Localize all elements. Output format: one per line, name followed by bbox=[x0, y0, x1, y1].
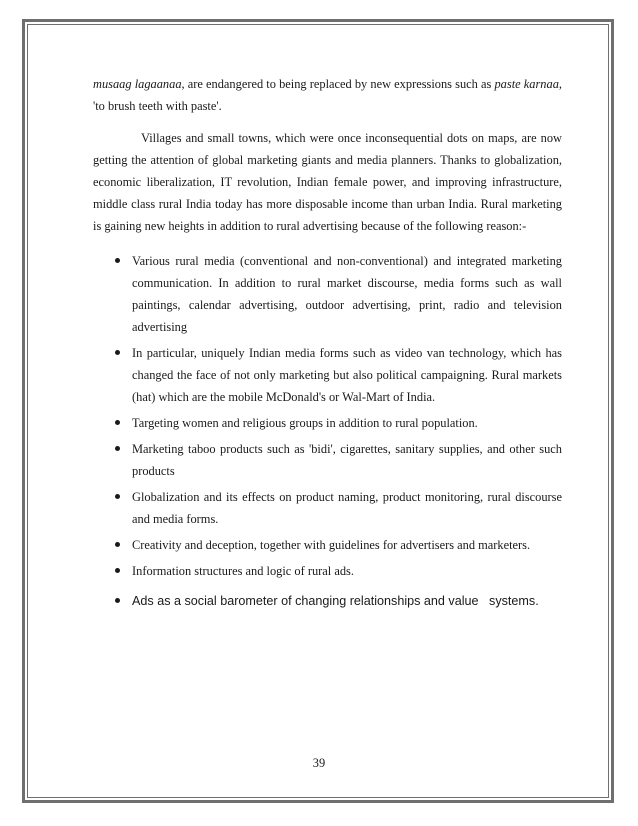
italic-term: paste karnaa bbox=[494, 77, 559, 91]
paragraph-text: , are endangered to being replaced by new expressions such as bbox=[181, 77, 495, 91]
list-item bbox=[93, 534, 562, 556]
list-item-text: Globalization and its effects on product naming, product monitoring, rural discourse and media forms. bbox=[132, 490, 562, 526]
list-item bbox=[93, 250, 562, 338]
document-body bbox=[93, 73, 562, 616]
bullet-icon bbox=[115, 568, 120, 573]
list-item bbox=[93, 486, 562, 530]
bullet-icon bbox=[115, 542, 120, 547]
list-item bbox=[93, 438, 562, 482]
list-item-text: Various rural media (conventional and non-conventional) and integrated marketing communication. In addition to rural market discourse, media forms such as wall paintings, calendar advertising, outdoor advertising, print, radio and television advertising bbox=[132, 254, 562, 334]
bullet-icon bbox=[115, 258, 120, 263]
list-item-text: Information structures and logic of rural ads. bbox=[132, 564, 354, 578]
list-item-text: In particular, uniquely Indian media forms such as video van technology, which has changed the face of not only marketing but also political campaigning. Rural markets (hat) which are the mobile McDonald's or Wal-Mart of India. bbox=[132, 346, 562, 404]
list-item-text: Ads as a social barometer of changing relationships and value systems. bbox=[132, 594, 539, 608]
page-number: 39 bbox=[312, 756, 326, 770]
bullet-icon bbox=[115, 350, 120, 355]
bullet-icon bbox=[115, 598, 120, 603]
list-item bbox=[93, 342, 562, 408]
paragraph-text: , 'to brush teeth with paste'. bbox=[93, 77, 562, 113]
list-item bbox=[93, 560, 562, 582]
paragraph-continuation bbox=[93, 73, 562, 117]
list-item-text: Creativity and deception, together with guidelines for advertisers and marketers. bbox=[132, 538, 531, 552]
bullet-icon bbox=[115, 494, 120, 499]
reasons-list bbox=[93, 250, 562, 612]
list-item bbox=[93, 412, 562, 434]
bullet-icon bbox=[115, 446, 120, 451]
italic-term: musaag lagaanaa bbox=[93, 77, 182, 91]
list-item-text: Targeting women and religious groups in addition to rural population. bbox=[132, 416, 478, 430]
list-item-text: Marketing taboo products such as 'bidi', cigarettes, sanitary supplies, and other such products bbox=[132, 442, 562, 478]
list-item bbox=[93, 590, 562, 612]
paragraph-rural-marketing: Villages and small towns, which were once inconsequential dots on maps, are now getting the attention of global marketing giants and media planners. Thanks to globalization, economic liberalization, IT revolution, Indian female power, and improving infrastructure, middle class rural India today has more disposable income than urban India. Rural marketing is gaining new heights in addition to rural advertising because of the following reason:- bbox=[93, 131, 562, 233]
bullet-icon bbox=[115, 420, 120, 425]
